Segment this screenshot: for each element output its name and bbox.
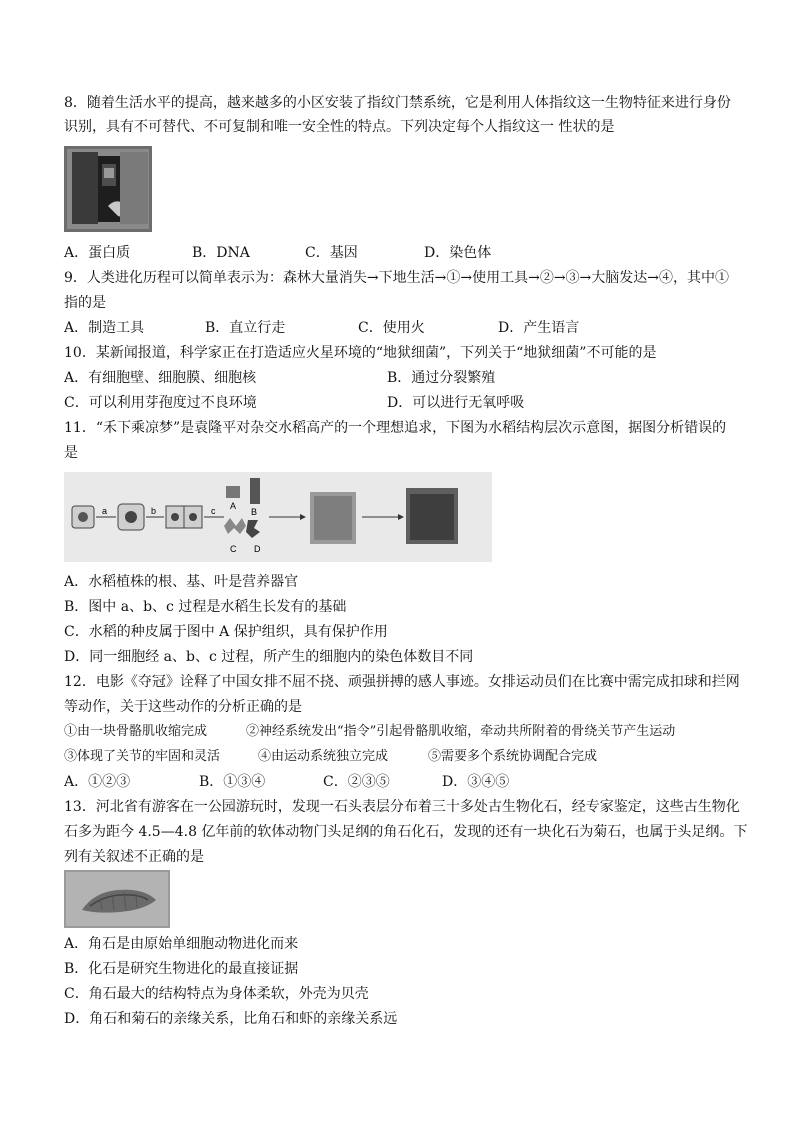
label-D: D (254, 544, 261, 554)
q12-statement-5: ⑤需要多个系统协调配合完成 (428, 749, 598, 764)
label-C: C (230, 544, 237, 554)
q9-stem-line2: 指的是 (64, 295, 106, 311)
q9-option-d: D．产生语言 (498, 320, 580, 336)
q13-option-b: B．化石是研究生物进化的最直接证据 (64, 961, 299, 977)
q10-option-a: A．有细胞壁、细胞膜、细胞核 (64, 370, 257, 386)
q8-stem-line2: 识别，具有不可替代、不可复制和唯一安全性的特点。下列决定每个人指纹这一 性状的是 (64, 119, 615, 135)
q10-option-d: D．可以进行无氧呼吸 (387, 395, 525, 411)
q8-option-c: C．基因 (305, 245, 358, 261)
q8-option-b: B．DNA (192, 245, 250, 261)
q8-option-a: A．蛋白质 (64, 245, 131, 261)
q11-option-c: C．水稻的种皮属于图中 A 保护组织，具有保护作用 (64, 624, 388, 640)
q8-stem-line1: 8．随着生活水平的提高，越来越多的小区安装了指纹门禁系统，它是利用人体指纹这一生物特征来进行身份 (64, 95, 731, 111)
q13-stem-line3: 列有关叙述不正确的是 (64, 849, 204, 865)
q11-option-d: D．同一细胞经 a、b、c 过程，所产生的细胞内的染色体数目不同 (64, 649, 474, 665)
q11-option-a: A．水稻植株的根、基、叶是营养器官 (64, 574, 299, 590)
label-A: A (230, 501, 237, 511)
q12-option-c: C．②③⑤ (323, 774, 390, 790)
q10-option-b: B．通过分裂繁殖 (387, 370, 496, 386)
q12-statement-4: ④由运动系统独立完成 (258, 749, 389, 764)
q10-stem-line1: 10．某新闻报道，科学家正在打造适应火星环境的“地狱细菌”，下列关于“地狱细菌”不可能的是 (64, 345, 657, 361)
q12-statement-1: ①由一块骨骼肌收缩完成 (64, 724, 208, 739)
q12-stem-line1: 12．电影《夺冠》诠释了中国女排不屈不挠、顽强拼搏的感人事迹。女排运动员们在比赛中需完成扣球和拦网 (64, 674, 740, 690)
q12-option-d: D．③④⑤ (442, 774, 510, 790)
q11-stem-line2: 是 (64, 445, 78, 461)
q8-option-d: D．染色体 (424, 245, 492, 261)
fingerprint-lock-photo (64, 146, 152, 232)
q10-option-c: C．可以利用芽孢度过不良环境 (64, 395, 257, 411)
fossil-photo (64, 870, 170, 928)
q12-stem-line2: 等动作，关于这些动作的分析正确的是 (64, 699, 302, 715)
q13-option-a: A．角石是由原始单细胞动物进化而来 (64, 936, 299, 952)
q9-option-a: A．制造工具 (64, 320, 145, 336)
label-b: b (151, 506, 157, 516)
label-c: c (211, 506, 216, 516)
q13-stem-line1: 13．河北省有游客在一公园游玩时，发现一石头表层分布着三十多处古生物化石，经专家鉴定，这些古生物化 (64, 799, 740, 815)
q13-option-c: C．角石最大的结构特点为身体柔软，外壳为贝壳 (64, 986, 369, 1002)
label-a: a (102, 506, 108, 516)
rice-structure-diagram (64, 472, 492, 562)
label-B: B (251, 507, 258, 517)
q9-stem-line1: 9．人类进化历程可以简单表示为：森林大量消失→下地生活→①→使用工具→②→③→大脑发达→④，其中① (64, 270, 730, 286)
q12-option-a: A．①②③ (64, 774, 131, 790)
q11-stem-line1: 11．“禾下乘凉梦”是袁隆平对杂交水稻高产的一个理想追求，下图为水稻结构层次示意图，据图分析错误的 (64, 420, 727, 436)
q12-statement-2: ②神经系统发出“指令”引起骨骼肌收缩，牵动共所附着的骨绕关节产生运动 (246, 724, 676, 739)
q12-statement-3: ③体现了关节的牢固和灵活 (64, 749, 221, 764)
q9-option-b: B．直立行走 (205, 320, 286, 336)
q11-option-b: B．图中 a、b、c 过程是水稻生长发有的基础 (64, 599, 347, 615)
q13-option-d: D．角石和菊石的亲缘关系，比角石和虾的亲缘关系远 (64, 1011, 398, 1027)
q12-option-b: B．①③④ (199, 774, 266, 790)
q13-stem-line2: 石多为距今 4.5—4.8 亿年前的软体动物门头足纲的角石化石，发现的还有一块化石为菊石，也属于头足纲。下 (64, 824, 748, 840)
q9-option-c: C．使用火 (358, 320, 425, 336)
